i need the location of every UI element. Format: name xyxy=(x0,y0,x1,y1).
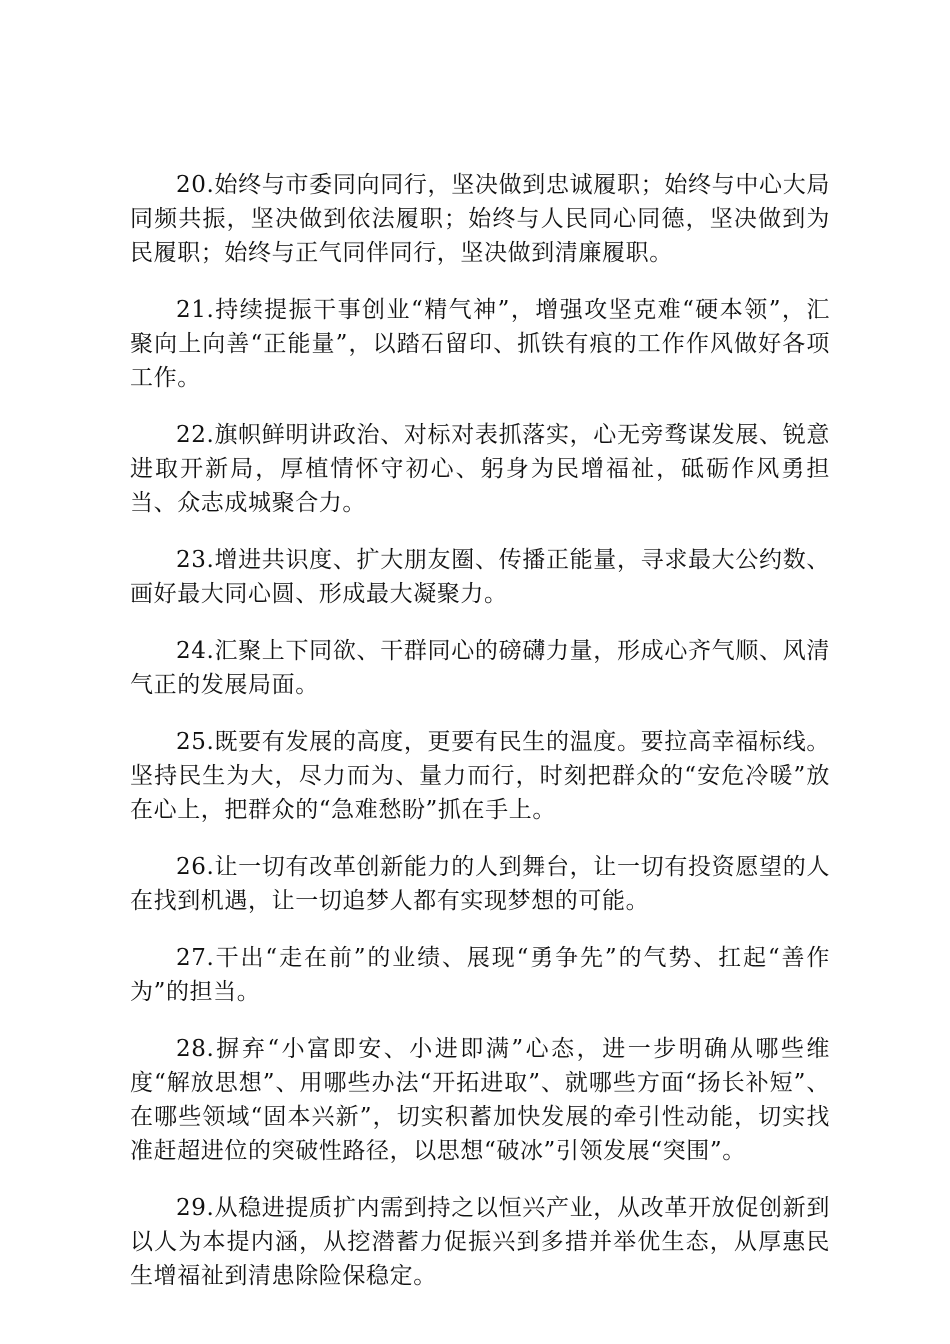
paragraph-26: 26.让一切有改革创新能力的人到舞台，让一切有投资愿望的人在找到机遇，让一切追梦人都有实现梦想的可能。 xyxy=(130,854,830,914)
paragraph-20: 20.始终与市委同向同行，坚决做到忠诚履职；始终与中心大局同频共振，坚决做到依法履职；始终与人民同心同德，坚决做到为民履职；始终与正气同伴同行，坚决做到清廉履职。 xyxy=(130,172,830,266)
paragraph-24: 24.汇聚上下同欲、干群同心的磅礴力量，形成心齐气顺、风清气正的发展局面。 xyxy=(130,638,830,698)
paragraph-29: 29.从稳进提质扩内需到持之以恒兴产业，从改革开放促创新到以人为本提内涵，从挖潜蓄力促振兴到多措并举优生态，从厚惠民生增福祉到清患除险保稳定。 xyxy=(130,1195,830,1289)
document-page xyxy=(130,168,830,1316)
paragraph-23: 23.增进共识度、扩大朋友圈、传播正能量，寻求最大公约数、画好最大同心圆、形成最大凝聚力。 xyxy=(130,547,830,607)
paragraph-27: 27.干出“走在前”的业绩、展现“勇争先”的气势、扛起“善作为”的担当。 xyxy=(130,945,830,1005)
paragraph-22: 22.旗帜鲜明讲政治、对标对表抓落实，心无旁骛谋发展、锐意进取开新局，厚植情怀守初心、躬身为民增福祉，砥砺作风勇担当、众志成城聚合力。 xyxy=(130,422,830,516)
paragraph-25: 25.既要有发展的高度，更要有民生的温度。要拉高幸福标线。坚持民生为大，尽力而为、量力而行，时刻把群众的“安危冷暖”放在心上，把群众的“急难愁盼”抓在手上。 xyxy=(130,729,830,823)
paragraph-28: 28.摒弃“小富即安、小进即满”心态，进一步明确从哪些维度“解放思想”、用哪些办法“开拓进取”、就哪些方面“扬长补短”、在哪些领域“固本兴新”，切实积蓄加快发展的牵引性动能，切实找准赶超进位的突破性路径，以思想“破冰”引领发展“突围”。 xyxy=(130,1036,830,1164)
paragraph-21: 21.持续提振干事创业“精气神”，增强攻坚克难“硬本领”，汇聚向上向善“正能量”，以踏石留印、抓铁有痕的工作作风做好各项工作。 xyxy=(130,297,830,391)
